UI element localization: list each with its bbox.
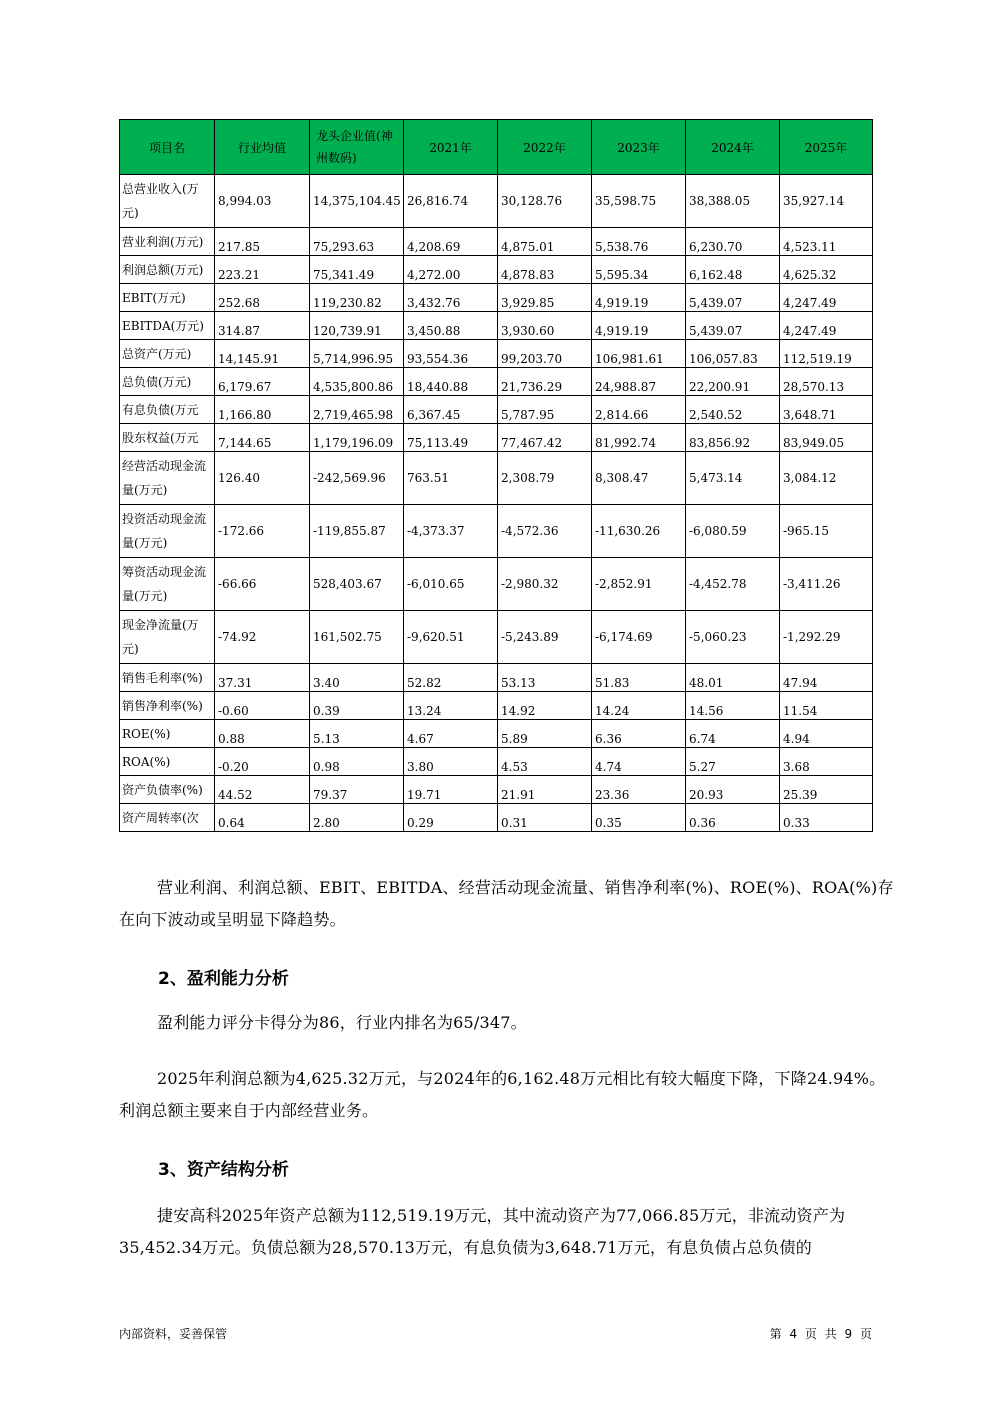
table-cell: 4,208.69 (404, 228, 498, 256)
table-cell: 0.98 (310, 748, 404, 776)
column-header: 龙头企业值(神州数码) (310, 120, 404, 175)
table-cell: 0.33 (780, 804, 873, 832)
trend-paragraph: 营业利润、利润总额、EBIT、EBITDA、经营活动现金流量、销售净利率(%)、ROE(%)、ROA(%)存在向下波动或呈明显下降趋势。 (119, 878, 894, 929)
table-cell: 3,432.76 (404, 284, 498, 312)
table-cell: 75,113.49 (404, 424, 498, 452)
column-header: 2025年 (780, 120, 873, 175)
row-label: 投资活动现金流量(万元) (120, 505, 215, 558)
table-row (120, 720, 873, 748)
table-cell: 161,502.75 (310, 611, 404, 664)
table-cell: 4,272.00 (404, 256, 498, 284)
table-cell: 5,787.95 (498, 396, 592, 424)
table-cell: 48.01 (686, 664, 780, 692)
table-cell: 0.35 (592, 804, 686, 832)
row-label: 经营活动现金流量(万元) (120, 452, 215, 505)
table-row (120, 692, 873, 720)
table-cell: 20.93 (686, 776, 780, 804)
table-cell: 3,084.12 (780, 452, 873, 505)
table-cell: 2,540.52 (686, 396, 780, 424)
table-cell: 5,439.07 (686, 284, 780, 312)
table-cell: 119,230.82 (310, 284, 404, 312)
table-cell: 3.68 (780, 748, 873, 776)
table-cell: 4.67 (404, 720, 498, 748)
table-row (120, 558, 873, 611)
footer-confidential-note: 内部资料，妥善保管 (119, 1327, 228, 1341)
table-cell: 30,128.76 (498, 175, 592, 228)
table-cell: 6.74 (686, 720, 780, 748)
table-cell: 14.56 (686, 692, 780, 720)
table-cell: 4,247.49 (780, 284, 873, 312)
table-cell: -4,572.36 (498, 505, 592, 558)
table-cell: -119,855.87 (310, 505, 404, 558)
footer-page-number: 第 4 页 共 9 页 (769, 1327, 872, 1341)
table-cell: 83,949.05 (780, 424, 873, 452)
table-cell: 75,293.63 (310, 228, 404, 256)
table-cell: 11.54 (780, 692, 873, 720)
table-cell: 2,719,465.98 (310, 396, 404, 424)
row-label: ROE(%) (120, 720, 215, 748)
row-label: 资产周转率(次 (120, 804, 215, 832)
table-cell: 3,930.60 (498, 312, 592, 340)
row-label: 销售毛利率(%) (120, 664, 215, 692)
table-cell: 14.92 (498, 692, 592, 720)
table-cell: 5,595.34 (592, 256, 686, 284)
row-label: EBIT(万元) (120, 284, 215, 312)
table-cell: 14.24 (592, 692, 686, 720)
table-cell: 14,375,104.45 (310, 175, 404, 228)
table-cell: 0.29 (404, 804, 498, 832)
table-cell: 2,308.79 (498, 452, 592, 505)
table-header-row (120, 120, 873, 175)
table-cell: 5,439.07 (686, 312, 780, 340)
table-cell: 4,247.49 (780, 312, 873, 340)
table-cell: -4,373.37 (404, 505, 498, 558)
table-row (120, 396, 873, 424)
table-cell: 47.94 (780, 664, 873, 692)
table-cell: 52.82 (404, 664, 498, 692)
table-cell: 0.88 (215, 720, 310, 748)
row-label: 股东权益(万元 (120, 424, 215, 452)
column-header: 2023年 (592, 120, 686, 175)
table-cell: 3.40 (310, 664, 404, 692)
table-cell: -6,010.65 (404, 558, 498, 611)
row-label: 总资产(万元) (120, 340, 215, 368)
table-cell: 5.27 (686, 748, 780, 776)
table-cell: 4.74 (592, 748, 686, 776)
table-cell: 26,816.74 (404, 175, 498, 228)
table-cell: 14,145.91 (215, 340, 310, 368)
profit-paragraph: 2025年利润总额为4,625.32万元，与2024年的6,162.48万元相比有较大幅度下降，下降24.94%。利润总额主要来自于内部经营业务。 (119, 1069, 886, 1120)
table-cell: 21,736.29 (498, 368, 592, 396)
table-row (120, 505, 873, 558)
table-cell: 763.51 (404, 452, 498, 505)
table-cell: -11,630.26 (592, 505, 686, 558)
table-cell: 8,994.03 (215, 175, 310, 228)
table-cell: -172.66 (215, 505, 310, 558)
table-cell: 5,473.14 (686, 452, 780, 505)
table-cell: -66.66 (215, 558, 310, 611)
table-cell: -5,060.23 (686, 611, 780, 664)
table-cell: 35,598.75 (592, 175, 686, 228)
table-row (120, 424, 873, 452)
table-row (120, 228, 873, 256)
table-cell: 0.31 (498, 804, 592, 832)
table-cell: 2,814.66 (592, 396, 686, 424)
financial-indicators-table (119, 119, 873, 832)
table-cell: 0.36 (686, 804, 780, 832)
table-cell: 6,230.70 (686, 228, 780, 256)
table-cell: 23.36 (592, 776, 686, 804)
table-cell: 19.71 (404, 776, 498, 804)
table-row (120, 452, 873, 505)
table-cell: 38,388.05 (686, 175, 780, 228)
table-cell: -9,620.51 (404, 611, 498, 664)
table-cell: 25.39 (780, 776, 873, 804)
table-cell: 5.89 (498, 720, 592, 748)
table-cell: 3,929.85 (498, 284, 592, 312)
table-row (120, 776, 873, 804)
row-label: 利润总额(万元) (120, 256, 215, 284)
financial-table-wrapper (119, 119, 873, 832)
table-cell: 79.37 (310, 776, 404, 804)
column-header: 2022年 (498, 120, 592, 175)
table-cell: 5,714,996.95 (310, 340, 404, 368)
column-header: 2021年 (404, 120, 498, 175)
table-cell: 4,878.83 (498, 256, 592, 284)
table-row (120, 256, 873, 284)
table-cell: 126.40 (215, 452, 310, 505)
table-cell: 0.64 (215, 804, 310, 832)
table-cell: 4.53 (498, 748, 592, 776)
table-row (120, 804, 873, 832)
row-label: 资产负债率(%) (120, 776, 215, 804)
table-cell: 77,467.42 (498, 424, 592, 452)
table-cell: 223.21 (215, 256, 310, 284)
table-cell: 93,554.36 (404, 340, 498, 368)
score-paragraph: 盈利能力评分卡得分为86，行业内排名为65/347。 (157, 1013, 527, 1032)
row-label: 现金净流量(万元) (120, 611, 215, 664)
table-cell: 4,625.32 (780, 256, 873, 284)
table-cell: 6,179.67 (215, 368, 310, 396)
table-cell: 99,203.70 (498, 340, 592, 368)
table-row (120, 284, 873, 312)
row-label: EBITDA(万元) (120, 312, 215, 340)
table-cell: 28,570.13 (780, 368, 873, 396)
table-cell: -4,452.78 (686, 558, 780, 611)
section-heading-profitability: 2、盈利能力分析 (158, 969, 289, 989)
table-cell: 3,450.88 (404, 312, 498, 340)
table-cell: 528,403.67 (310, 558, 404, 611)
row-label: 总负债(万元) (120, 368, 215, 396)
table-cell: -965.15 (780, 505, 873, 558)
table-cell: 8,308.47 (592, 452, 686, 505)
table-cell: 3,648.71 (780, 396, 873, 424)
table-cell: 1,179,196.09 (310, 424, 404, 452)
row-label: 有息负债(万元 (120, 396, 215, 424)
table-cell: 120,739.91 (310, 312, 404, 340)
column-header: 项目名 (120, 120, 215, 175)
table-cell: -5,243.89 (498, 611, 592, 664)
table-row (120, 664, 873, 692)
table-cell: 4,919.19 (592, 284, 686, 312)
table-cell: 6.36 (592, 720, 686, 748)
table-row (120, 748, 873, 776)
table-row (120, 175, 873, 228)
table-cell: 4.94 (780, 720, 873, 748)
table-cell: -74.92 (215, 611, 310, 664)
table-body (120, 175, 873, 832)
row-label: 营业利润(万元) (120, 228, 215, 256)
row-label: 筹资活动现金流量(万元) (120, 558, 215, 611)
table-cell: 21.91 (498, 776, 592, 804)
table-cell: -0.20 (215, 748, 310, 776)
table-cell: 18,440.88 (404, 368, 498, 396)
table-cell: 4,535,800.86 (310, 368, 404, 396)
table-cell: -1,292.29 (780, 611, 873, 664)
table-cell: 83,856.92 (686, 424, 780, 452)
table-cell: 106,057.83 (686, 340, 780, 368)
table-row (120, 368, 873, 396)
table-cell: 35,927.14 (780, 175, 873, 228)
row-label: ROA(%) (120, 748, 215, 776)
table-cell: 4,919.19 (592, 312, 686, 340)
table-cell: 106,981.61 (592, 340, 686, 368)
row-label: 销售净利率(%) (120, 692, 215, 720)
table-cell: -6,080.59 (686, 505, 780, 558)
table-cell: 37.31 (215, 664, 310, 692)
asset-paragraph: 捷安高科2025年资产总额为112,519.19万元，其中流动资产为77,066.85万元，非流动资产为35,452.34万元。负债总额为28,570.13万元，有息负债为3,648.71万元，有息负债占总负债的 (119, 1206, 846, 1257)
table-cell: 51.83 (592, 664, 686, 692)
table-cell: -2,980.32 (498, 558, 592, 611)
table-cell: 1,166.80 (215, 396, 310, 424)
table-cell: 7,144.65 (215, 424, 310, 452)
table-cell: -242,569.96 (310, 452, 404, 505)
table-cell: 6,367.45 (404, 396, 498, 424)
table-cell: 22,200.91 (686, 368, 780, 396)
table-cell: -2,852.91 (592, 558, 686, 611)
section-heading-asset-structure: 3、资产结构分析 (158, 1160, 289, 1180)
column-header: 行业均值 (215, 120, 310, 175)
table-row (120, 340, 873, 368)
table-cell: 13.24 (404, 692, 498, 720)
table-row (120, 312, 873, 340)
table-cell: 5.13 (310, 720, 404, 748)
table-cell: 53.13 (498, 664, 592, 692)
table-cell: 6,162.48 (686, 256, 780, 284)
table-cell: 217.85 (215, 228, 310, 256)
table-cell: 5,538.76 (592, 228, 686, 256)
table-cell: -6,174.69 (592, 611, 686, 664)
table-cell: 4,523.11 (780, 228, 873, 256)
table-cell: 314.87 (215, 312, 310, 340)
table-cell: 2.80 (310, 804, 404, 832)
table-cell: 3.80 (404, 748, 498, 776)
column-header: 2024年 (686, 120, 780, 175)
table-cell: -3,411.26 (780, 558, 873, 611)
table-cell: 44.52 (215, 776, 310, 804)
table-cell: -0.60 (215, 692, 310, 720)
table-cell: 252.68 (215, 284, 310, 312)
table-cell: 24,988.87 (592, 368, 686, 396)
table-row (120, 611, 873, 664)
row-label: 总营业收入(万元) (120, 175, 215, 228)
table-cell: 112,519.19 (780, 340, 873, 368)
table-cell: 81,992.74 (592, 424, 686, 452)
table-cell: 75,341.49 (310, 256, 404, 284)
table-cell: 4,875.01 (498, 228, 592, 256)
table-cell: 0.39 (310, 692, 404, 720)
